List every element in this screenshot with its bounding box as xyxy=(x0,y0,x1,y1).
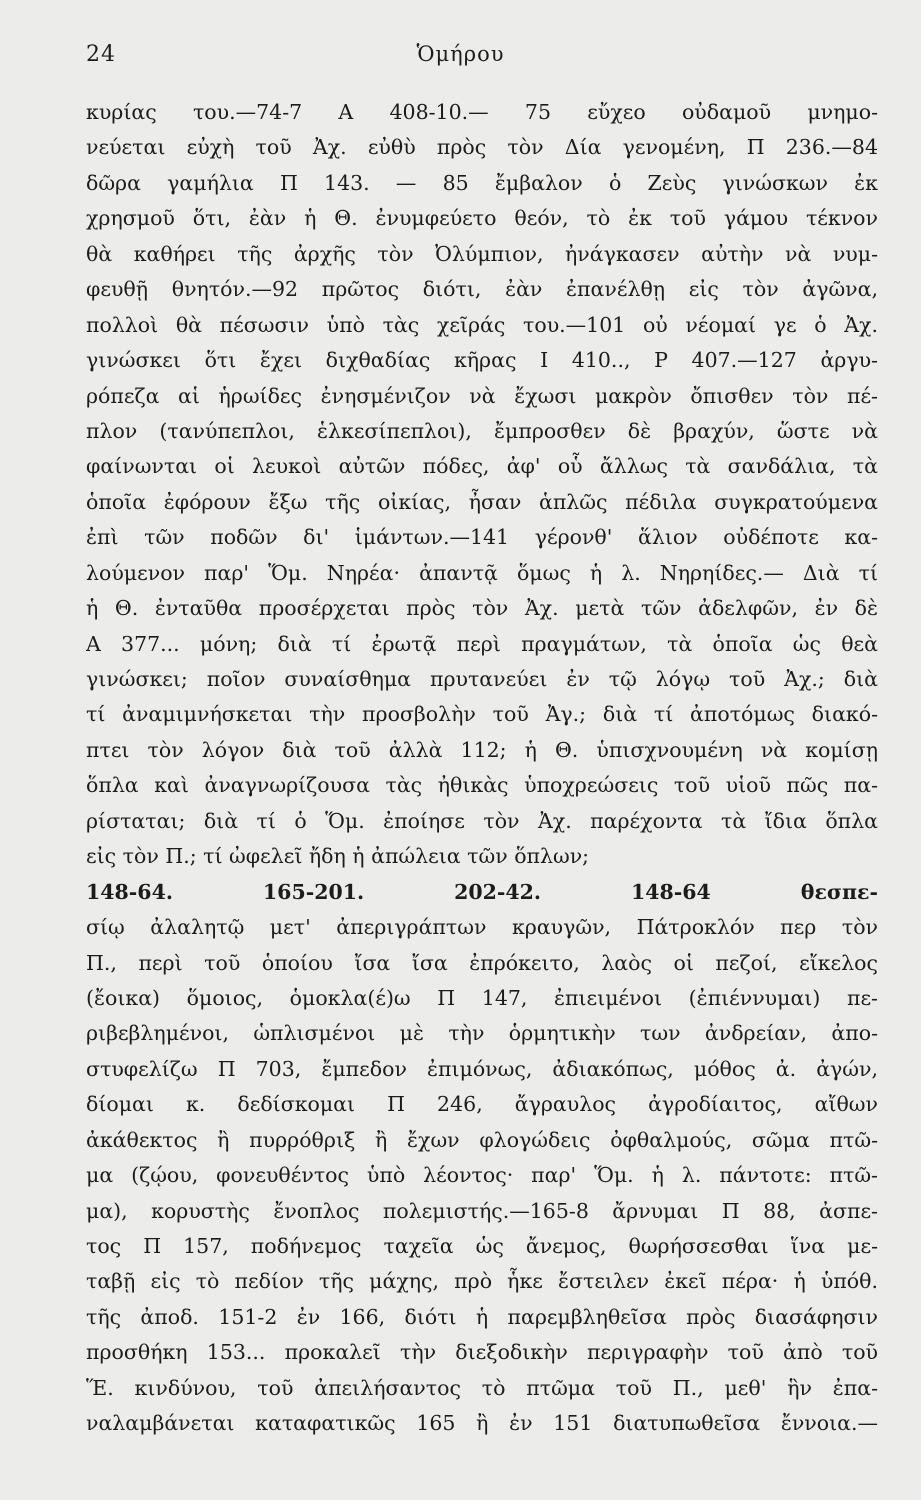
text-line: μα), κορυστὴς ἔνοπλος πολεμιστής.—165-8 ἄρνυμαι Π 88, ἀσπε- xyxy=(86,1198,878,1223)
text-line: στυφελίζω Π 703, ἔμπεδον ἐπιμόνως, ἀδιακόπως, μόθος ἀ. ἀγών, xyxy=(86,1056,878,1081)
section-heading-line: 148-64. 165-201. 202-42. 148-64 θεσπε- xyxy=(86,879,878,904)
text-line: ρίσταται; διὰ τί ὁ Ὅμ. ἐποίησε τὸν Ἀχ. παρέχοντα τὰ ἴδια ὅπλα xyxy=(86,808,878,833)
page-number: 24 xyxy=(86,42,116,67)
text-line: λούμενον παρ' Ὅμ. Νηρέα· ἀπαντᾷ ὅμως ἡ λ. Νηρηίδες.— Διὰ τί xyxy=(86,560,878,585)
text-line: δίομαι κ. δεδίσκομαι Π 246, ἄγραυλος ἀγροδίαιτος, αἴθων xyxy=(86,1092,878,1117)
text-line: πτει τὸν λόγον διὰ τοῦ ἀλλὰ 112; ἡ Θ. ὑπισχνουμένη νὰ κομίσῃ xyxy=(86,737,878,762)
text-line: ἡ Θ. ἐνταῦθα προσέρχεται πρὸς τὸν Ἀχ. μετὰ τῶν ἀδελφῶν, ἐν δὲ xyxy=(86,596,878,621)
text-line: φαίνωνται οἱ λευκοὶ αὐτῶν πόδες, ἀφ' οὗ ἄλλως τὰ σανδάλια, τὰ xyxy=(86,454,878,479)
text-line: ἀκάθεκτος ἢ πυρρόθριξ ἢ ἔχων φλογώδεις ὀφθαλμούς, σῶμα πτῶ- xyxy=(86,1127,878,1152)
text-line: ἐπὶ τῶν ποδῶν δι' ἱμάντων.—141 γέρονθ' ἅλιον οὐδέποτε κα- xyxy=(86,525,878,550)
text-line: κυρίας του.—74-7 Α 408-10.— 75 εὔχεο οὐδαμοῦ μνημο- xyxy=(86,100,878,124)
text-line: πλον (τανύπεπλοι, ἑλκεσίπεπλοι), ἔμπροσθεν δὲ βραχύν, ὥστε νὰ xyxy=(86,418,878,443)
text-line: χρησμοῦ ὅτι, ἐὰν ἡ Θ. ἐνυμφεύετο θεόν, τὸ ἐκ τοῦ γάμου τέκνον xyxy=(86,206,878,231)
commentary-text xyxy=(86,95,878,1442)
text-line: τῆς ἀποδ. 151-2 ἐν 166, διότι ἡ παρεμβληθεῖσα πρὸς διασάφησιν xyxy=(86,1304,878,1329)
text-line: τος Π 157, ποδήνεμος ταχεῖα ὡς ἄνεμος, θωρήσσεσθαι ἵνα με- xyxy=(86,1234,878,1258)
text-line: ταβῇ εἰς τὸ πεδίον τῆς μάχης, πρὸ ἧκε ἔστειλεν ἐκεῖ πέρα· ἡ ὑπόθ. xyxy=(86,1269,878,1294)
text-line: ρόπεζα αἱ ἡρωίδες ἐνησμένιζον νὰ ἔχωσι μακρὸν ὄπισθεν τὸν πέ- xyxy=(86,383,878,408)
text-line: πολλοὶ θὰ πέσωσιν ὑπὸ τὰς χεῖράς του.—101 οὐ νέομαί γε ὁ Ἀχ. xyxy=(86,312,878,337)
text-line: γινώσκει ὅτι ἔχει διχθαδίας κῆρας Ι 410.., Ρ 407.—127 ἀργυ- xyxy=(86,348,878,373)
text-line: ὁποῖα ἐφόρουν ἔξω τῆς οἰκίας, ἦσαν ἁπλῶς πέδιλα συγκρατούμενα xyxy=(86,489,878,514)
text-line: ριβεβλημένοι, ὡπλισμένοι μὲ τὴν ὁρμητικὴν των ἀνδρείαν, ἀπο- xyxy=(86,1021,878,1046)
text-line: φευθῇ θνητόν.—92 πρῶτος διότι, ἐὰν ἐπανέλθῃ εἰς τὸν ἀγῶνα, xyxy=(86,277,878,302)
text-line: προσθήκη 153... προκαλεῖ τὴν διεξοδικὴν περιγραφὴν τοῦ ἀπὸ τοῦ xyxy=(86,1340,878,1365)
text-line: ὅπλα καὶ ἀναγνωρίζουσα τὰς ἠθικὰς ὑποχρεώσεις τοῦ υἱοῦ πῶς πα- xyxy=(86,773,878,798)
text-line: γινώσκει; ποῖον συναίσθημα πρυτανεύει ἐν τῷ λόγῳ τοῦ Ἀχ.; διὰ xyxy=(86,667,878,691)
text-line: Π., περὶ τοῦ ὁποίου ἴσα ἴσα ἐπρόκειτο, λαὸς οἱ πεζοί, εἴκελος xyxy=(86,950,878,975)
text-line: δῶρα γαμήλια Π 143. — 85 ἔμβαλον ὁ Ζεὺς γινώσκων ἐκ xyxy=(86,170,878,195)
text-line: θὰ καθήρει τῆς ἀρχῆς τὸν Ὀλύμπιον, ἠνάγκασεν αὐτὴν νὰ νυμ- xyxy=(86,241,878,266)
text-line: σίῳ ἀλαλητῷ μετ' ἀπεριγράπτων κραυγῶν, Πάτροκλόν περ τὸν xyxy=(86,915,878,940)
text-line: νεύεται εὐχὴ τοῦ Ἀχ. εὐθὺ πρὸς τὸν Δία γενομένη, Π 236.—84 xyxy=(86,135,878,160)
text-line: τί ἀναμιμνήσκεται τὴν προσβολὴν τοῦ Ἀγ.; διὰ τί ἀποτόμως διακό- xyxy=(86,702,878,727)
text-line: Ἕ. κινδύνου, τοῦ ἀπειλήσαντος τὸ πτῶμα τοῦ Π., μεθ' ἣν ἐπα- xyxy=(86,1375,878,1400)
text-line: (ἔοικα) ὅμοιος, ὁμοκλα(έ)ω Π 147, ἐπιειμένοι (ἐπιέννυμαι) πε- xyxy=(86,985,878,1010)
text-line: εἰς τὸν Π.; τί ὠφελεῖ ἤδη ἡ ἀπώλεια τῶν ὅπλων; xyxy=(86,844,590,869)
text-line: μα (ζῴου, φονευθέντος ὑπὸ λέοντος· παρ' Ὅμ. ἡ λ. πάντοτε: πτῶ- xyxy=(86,1163,878,1188)
text-line: Α 377... μόνη; διὰ τί ἐρωτᾷ περὶ πραγμάτων, τὰ ὁποῖα ὡς θεὰ xyxy=(86,631,878,656)
page-header xyxy=(0,42,921,76)
running-head: Ὁμήρου xyxy=(416,42,505,66)
text-line: ναλαμβάνεται καταφατικῶς 165 ἢ ἐν 151 διατυπωθεῖσα ἔννοια.— xyxy=(86,1411,878,1436)
